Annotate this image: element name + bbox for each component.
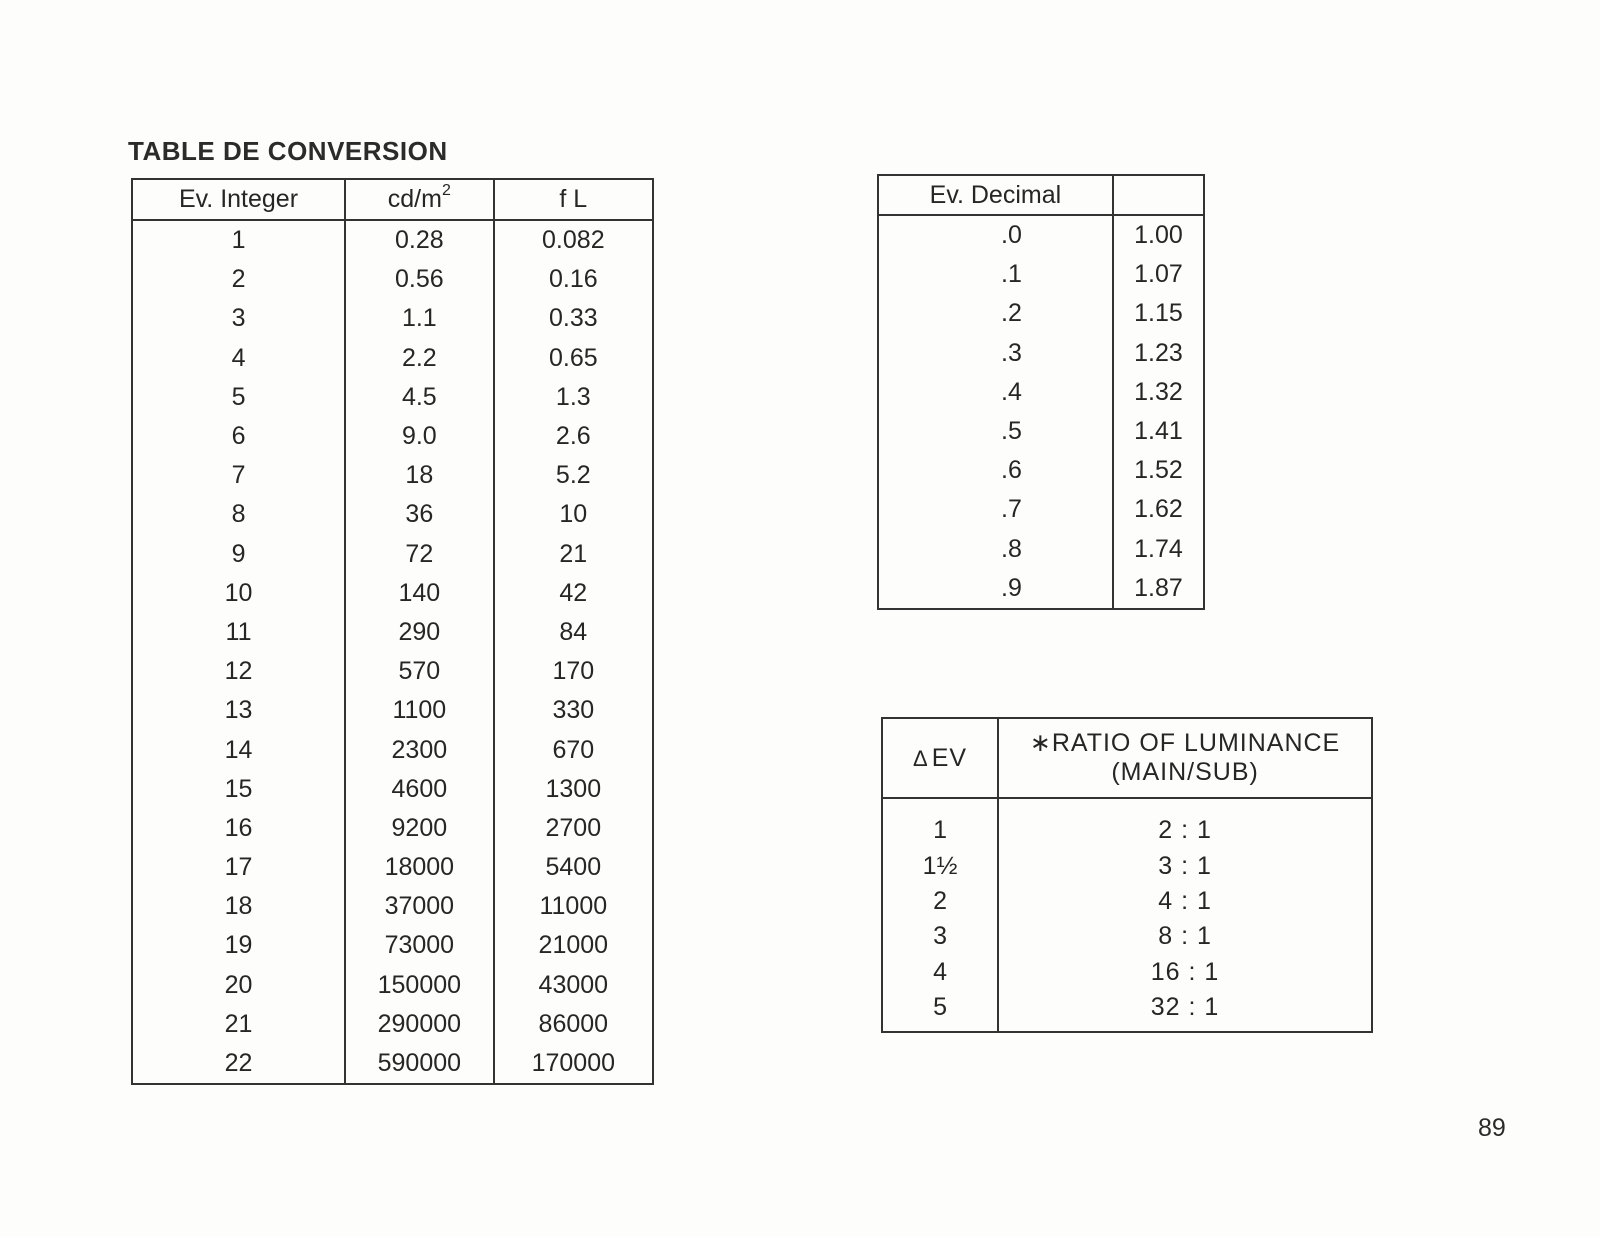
header-cdm2-base: cd/m xyxy=(387,185,442,213)
fl-cell: 5.2 xyxy=(494,456,653,495)
header-ratio xyxy=(998,718,1372,798)
delta-ev-cell: 1½ xyxy=(922,851,958,880)
table-row xyxy=(882,955,1372,990)
cdm2-cell: 290000 xyxy=(345,1005,494,1044)
fl-cell: 670 xyxy=(494,730,653,769)
delta-ev-cell: 4 xyxy=(933,957,948,986)
fl-cell: 1.3 xyxy=(494,378,653,417)
fl-cell: 0.082 xyxy=(494,220,653,260)
factor-cell: 1.41 xyxy=(1113,412,1204,451)
table-row xyxy=(878,294,1204,333)
ev-decimal-cell: .6 xyxy=(1001,456,1022,485)
ev-decimal-cell: .9 xyxy=(1001,573,1022,602)
header-cdm2 xyxy=(345,179,494,220)
ev-decimal-cell: .1 xyxy=(1001,260,1022,289)
factor-cell: 1.52 xyxy=(1113,451,1204,490)
cdm2-cell: 570 xyxy=(345,652,494,691)
header-cdm2-exponent: 2 xyxy=(441,182,451,199)
ev-decimal-cell: .7 xyxy=(1001,495,1022,524)
table-row xyxy=(882,884,1372,919)
fl-cell: 170 xyxy=(494,652,653,691)
table-row xyxy=(878,451,1204,490)
cdm2-cell: 73000 xyxy=(345,926,494,965)
table-row xyxy=(132,613,653,652)
table-row xyxy=(878,569,1204,609)
cdm2-cell: 2300 xyxy=(345,730,494,769)
fl-cell: 11000 xyxy=(494,887,653,926)
table-row xyxy=(878,530,1204,569)
ev-decimal-cell: .4 xyxy=(1001,377,1022,406)
fl-cell: 42 xyxy=(494,574,653,613)
table-header-row xyxy=(132,179,653,220)
ratio-cell: 32 : 1 xyxy=(998,990,1372,1032)
table-row xyxy=(132,260,653,299)
ev-integer-cell: 16 xyxy=(224,813,253,842)
table-row xyxy=(132,339,653,378)
ev-integer-cell: 4 xyxy=(231,343,246,372)
conversion-table-body xyxy=(132,220,653,1084)
cdm2-cell: 0.56 xyxy=(345,260,494,299)
table-row xyxy=(132,535,653,574)
table-row xyxy=(878,215,1204,255)
factor-cell: 1.07 xyxy=(1113,255,1204,294)
ev-integer-cell: 2 xyxy=(231,265,246,294)
ev-integer-cell: 11 xyxy=(225,617,252,646)
factor-cell: 1.00 xyxy=(1113,215,1204,255)
table-row xyxy=(132,574,653,613)
cdm2-cell: 1.1 xyxy=(345,299,494,338)
table-row xyxy=(132,220,653,260)
decimal-table-body xyxy=(878,215,1204,609)
fl-cell: 0.33 xyxy=(494,299,653,338)
conversion-table xyxy=(131,178,654,1085)
table-row xyxy=(132,809,653,848)
page-title: TABLE DE CONVERSION xyxy=(128,136,448,166)
table-row xyxy=(878,373,1204,412)
ev-decimal-cell: .3 xyxy=(1001,338,1022,367)
table-row xyxy=(132,966,653,1005)
factor-cell: 1.62 xyxy=(1113,490,1204,529)
ev-integer-cell: 8 xyxy=(231,500,246,529)
cdm2-cell: 9200 xyxy=(345,809,494,848)
cdm2-cell: 590000 xyxy=(345,1044,494,1084)
fl-cell: 0.16 xyxy=(494,260,653,299)
ratio-cell: 16 : 1 xyxy=(998,955,1372,990)
cdm2-cell: 140 xyxy=(345,574,494,613)
cdm2-cell: 290 xyxy=(345,613,494,652)
table-row xyxy=(132,495,653,534)
table-row xyxy=(882,919,1372,954)
table-row xyxy=(878,255,1204,294)
ratio-cell: 4 : 1 xyxy=(998,884,1372,919)
fl-cell: 5400 xyxy=(494,848,653,887)
ev-integer-cell: 3 xyxy=(231,304,246,333)
table-row xyxy=(132,1044,653,1084)
delta-ev-cell: 3 xyxy=(933,922,948,951)
cdm2-cell: 4600 xyxy=(345,770,494,809)
table-row xyxy=(878,412,1204,451)
table-row xyxy=(132,299,653,338)
cdm2-cell: 2.2 xyxy=(345,339,494,378)
table-header-row xyxy=(878,175,1204,215)
ev-integer-cell: 14 xyxy=(224,735,253,764)
ratio-cell: 2 : 1 xyxy=(998,798,1372,848)
ev-integer-cell: 22 xyxy=(224,1049,253,1078)
delta-ev-cell: 1 xyxy=(933,816,948,845)
table-row xyxy=(132,456,653,495)
ev-integer-cell: 17 xyxy=(224,853,253,882)
factor-cell: 1.23 xyxy=(1113,334,1204,373)
delta-ev-cell: 2 xyxy=(933,886,948,915)
ev-integer-cell: 15 xyxy=(224,774,253,803)
ev-integer-cell: 13 xyxy=(224,696,253,725)
fl-cell: 21 xyxy=(494,535,653,574)
ev-integer-cell: 12 xyxy=(224,657,253,686)
header-ev-decimal: Ev. Decimal xyxy=(878,175,1113,215)
fl-cell: 170000 xyxy=(494,1044,653,1084)
ev-integer-cell: 7 xyxy=(231,461,246,490)
page-number: 89 xyxy=(1478,1114,1506,1142)
table-row xyxy=(132,378,653,417)
table-row xyxy=(132,848,653,887)
ev-integer-cell: 10 xyxy=(224,578,253,607)
fl-cell: 84 xyxy=(494,613,653,652)
cdm2-cell: 1100 xyxy=(345,691,494,730)
table-header-row xyxy=(882,718,1372,798)
cdm2-cell: 9.0 xyxy=(345,417,494,456)
ev-integer-cell: 21 xyxy=(224,1009,253,1038)
cdm2-cell: 18 xyxy=(345,456,494,495)
table-row xyxy=(132,730,653,769)
header-ratio-line1: ∗RATIO OF LUMINANCE xyxy=(1029,729,1341,757)
fl-cell: 0.65 xyxy=(494,339,653,378)
decimal-table xyxy=(877,174,1205,610)
table-row xyxy=(878,334,1204,373)
table-row xyxy=(132,417,653,456)
ev-decimal-cell: .8 xyxy=(1001,534,1022,563)
ratio-cell: 3 : 1 xyxy=(998,848,1372,883)
fl-cell: 43000 xyxy=(494,966,653,1005)
cdm2-cell: 150000 xyxy=(345,966,494,1005)
cdm2-cell: 4.5 xyxy=(345,378,494,417)
cdm2-cell: 18000 xyxy=(345,848,494,887)
table-row xyxy=(132,887,653,926)
fl-cell: 10 xyxy=(494,495,653,534)
fl-cell: 1300 xyxy=(494,770,653,809)
ratio-table-body xyxy=(882,798,1372,1032)
header-ratio-line2: (MAIN/SUB) xyxy=(1111,758,1259,786)
ev-integer-cell: 18 xyxy=(224,892,253,921)
factor-cell: 1.87 xyxy=(1113,569,1204,609)
fl-cell: 2.6 xyxy=(494,417,653,456)
table-row xyxy=(882,798,1372,848)
ev-decimal-cell: .0 xyxy=(1001,221,1022,250)
delta-symbol: Δ xyxy=(913,745,929,771)
ev-integer-cell: 5 xyxy=(231,382,246,411)
ev-integer-cell: 20 xyxy=(224,970,253,999)
table-row xyxy=(132,691,653,730)
ev-decimal-cell: .2 xyxy=(1001,299,1022,328)
cdm2-cell: 72 xyxy=(345,535,494,574)
factor-cell: 1.74 xyxy=(1113,530,1204,569)
table-row xyxy=(882,848,1372,883)
ev-integer-cell: 9 xyxy=(231,539,246,568)
delta-ev-label: EV xyxy=(931,743,968,772)
table-row xyxy=(132,1005,653,1044)
cdm2-cell: 0.28 xyxy=(345,220,494,260)
header-factor xyxy=(1113,175,1204,215)
ev-integer-cell: 19 xyxy=(224,931,253,960)
table-row xyxy=(882,990,1372,1032)
table-row xyxy=(132,652,653,691)
cdm2-cell: 36 xyxy=(345,495,494,534)
ev-integer-cell: 6 xyxy=(231,422,246,451)
fl-cell: 2700 xyxy=(494,809,653,848)
ev-integer-cell: 1 xyxy=(231,226,246,255)
ev-decimal-cell: .5 xyxy=(1001,417,1022,446)
table-row xyxy=(132,770,653,809)
fl-cell: 21000 xyxy=(494,926,653,965)
ratio-cell: 8 : 1 xyxy=(998,919,1372,954)
table-row xyxy=(878,490,1204,529)
header-fl: f L xyxy=(494,179,653,220)
delta-ev-cell: 5 xyxy=(933,993,948,1022)
fl-cell: 86000 xyxy=(494,1005,653,1044)
cdm2-cell: 37000 xyxy=(345,887,494,926)
factor-cell: 1.15 xyxy=(1113,294,1204,333)
header-ev-integer: Ev. Integer xyxy=(132,179,345,220)
header-delta-ev xyxy=(882,718,998,798)
table-row xyxy=(132,926,653,965)
ratio-table xyxy=(881,717,1373,1033)
factor-cell: 1.32 xyxy=(1113,373,1204,412)
fl-cell: 330 xyxy=(494,691,653,730)
